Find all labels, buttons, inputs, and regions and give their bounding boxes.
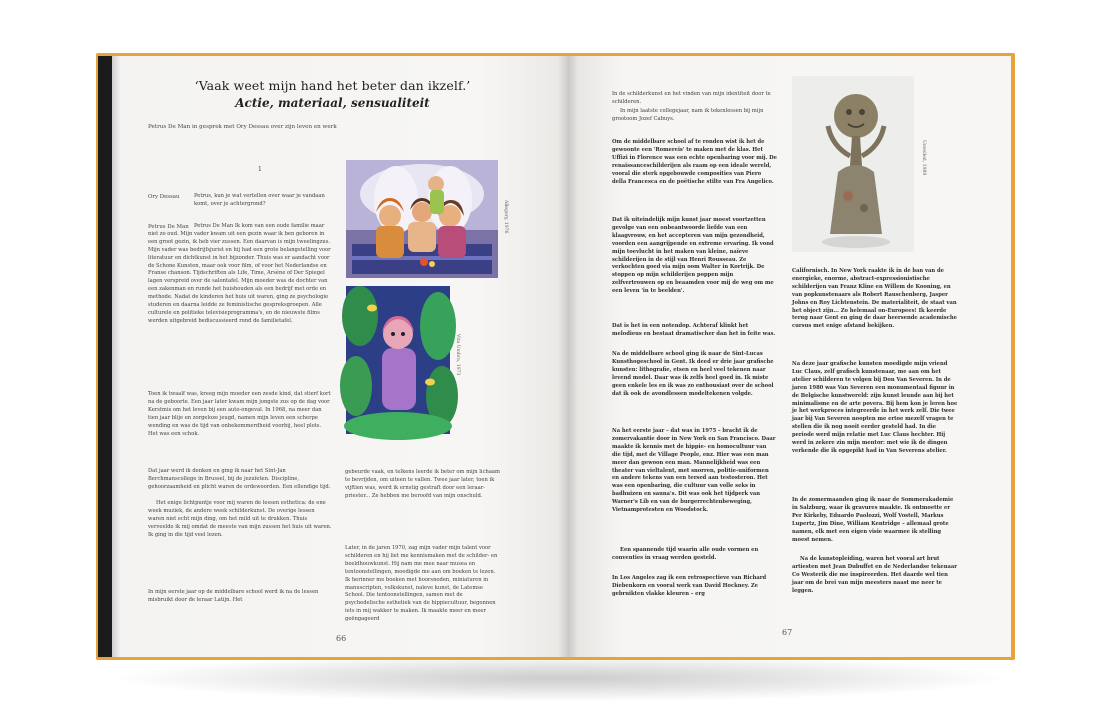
left-column-2-text-1: gebeurde vaak, en telkens leerde ik beter om mijn lichaam te bevrijden, om uiteen te vallen. Twee jaar later, toen ik vijftien was, werd ik ernstig gestraft door een leraar-priester... Ze hebben me beroofd van mijn onschuld.: [345, 469, 500, 499]
right-col1-text-9: In Los Angeles zag ik een retrospectieve van Richard Diebenkorn en vooral werk van David Hockney. Ze gebruikten vlakke kleuren – erg: [612, 575, 767, 597]
right-col1-block-5: [612, 323, 777, 339]
article-title: ‘Vaak weet mijn hand het beter dan ikzelf.’: [194, 78, 471, 93]
book-gutter: [558, 56, 578, 657]
left-column-2-block-2: [345, 545, 502, 623]
right-col2-text-4: Na de kunstopleiding, waren het vooral art brut artiesten met Jean Dubuffet en de Nederlandse tekenaar Co Westerik die me inspireerden. Het daarde wel tien jaar om de brei van mijn meesters naast me neer te leggen.: [792, 556, 957, 594]
right-col2-block-3: [792, 497, 958, 552]
right-col1-block-1: [612, 91, 777, 107]
answer-text-2: Toen ik twaalf was, kreeg mijn moeder een zesde kind, dat stierf kort na de geboorte. Een jaar later kwam mijn jongste zus op de dag voor Kerstmis om het leven bij een auto-ongeval. In 1968, na meer dan tien jaar blije en zorgeloze jeugd, namen mijn leven een scherpe wending en was de tijd van onbekommerdheid voorbij, heel plots. Het was een schok.: [148, 391, 331, 437]
section-number: 1: [258, 166, 262, 173]
right-col1-block-9: [612, 575, 777, 607]
painting-jungle-art: [346, 286, 450, 434]
page-number-right: 67: [782, 628, 793, 637]
sculpture-photo-art: [792, 76, 914, 252]
interview-question: [194, 193, 332, 209]
right-col1-text-8: Een spannende tijd waarin alle oude vormen en conventies in vraag werden gesteld.: [612, 547, 759, 561]
right-col1-block-3: [612, 139, 777, 203]
page-edges: [112, 56, 120, 657]
left-column-2-block-1: [345, 469, 502, 544]
answer-block-5: [148, 589, 332, 607]
book-shadow: [120, 655, 1000, 701]
speaker-interviewer: Ory Dessau: [148, 194, 180, 200]
right-col1-text-3: Om de middelbare school af te ronden wist ik het de gewoonte een 'Romereis' te maken met de klas. Het Uffizi in Florence was een echte openbaring voor mij. De renaissanceschilderijen als raam op een ideale wereld, vooral die sterk opgebouwde composities van Piero della Francesca en de poëtische stilte van Fra Angelico.: [612, 139, 777, 185]
right-col1-block-7: [612, 428, 777, 546]
right-col1-block-6: [612, 351, 777, 421]
answer-block-1: [148, 223, 332, 383]
right-col1-block-8: [612, 547, 777, 563]
speaker-artist: Petrus De Man: [148, 224, 189, 230]
right-col1-block-2: [612, 108, 777, 124]
sculpture-photo: [792, 76, 914, 252]
caption-painting-jungle: Vita Umbra, 1973: [455, 334, 460, 376]
right-col1-text-2: In mijn laatste collegejaar, nam ik tekenlessen bij mijn grootoom Jozef Cabuys.: [612, 108, 764, 122]
right-col1-text-7: Na het eerste jaar – dat was in 1975 – bracht ik de zomervakantie door in New York en San Francisco. Daar maakte ik kennis met de hippie- en homocultuur van die tijd, met de Village People, enz. Hier was een man meer dan gewoon een man. Mannelijkheid was een theater van vieltalent, met snorren, politie-uniformen en andere tekens van een tersed aan testosteron. Het was een openbaring, die cultuur van volle seks in badhuizen en sauna's. Dit was ook het tijdperk van Warner's Lib en van de burgerrechtenbeweging, Vietnamprotesten en Woodstock.: [612, 428, 776, 514]
article-subtitle: Actie, materiaal, sensualiteit: [235, 96, 430, 110]
left-column-2-text-2: Later, in de jaren 1970, zag mijn vader mijn talent voor schilderen en hij liet me kennismaken met de schilder- en beeldhouwkunst. Hij nam me mee naar musea en tentoonstellingen, moedigde me aan om boeken te lezen. Ik herinner me boeken met hoorsnoden, miniaturen in manuscripten, volkskunst, naïeve kunst, de Latemse School. Die tentoonstellingen, samen met de psychedelische esthetiek van de hippiecultuur, begonnen iets in mij wakker te maken. Ik maakte meer en meer geëngageerd: [345, 545, 498, 623]
answer-block-2: [148, 391, 332, 465]
right-col1-text-5: Dat is het in een notendop. Achteraf klinkt het melodieus en bestaat dramatischer dan het in feite was.: [612, 323, 776, 337]
right-col2-text-1: Californisch. In New York raakte ik in de ban van de energieke, enorme, abstract-expressionistische schilderijen van Franz Kline en Willem de Kooning, en van popkunstenaars als Robert Rauschenberg, Jasper Johns en Roy Lichtenstein. De materialiteit, de staat van het object zijn... Zo helemaal on-Europees! Ik keerde terug naar Gent en ging de daar heersende academische cursus met enige afstand bekijken.: [792, 268, 957, 330]
right-col1-block-4: [612, 217, 777, 319]
painting-jungle: [346, 286, 450, 434]
answer-text-5: In mijn eerste jaar op de middelbare school werd ik na de lessen misbruikt door de leraar Latijn. Het: [148, 589, 319, 603]
answer-text-3: Dat jaar werd ik denken en ging ik naar het Sint-Jan Berchmanscollege in Brussel, bij de jezuïeten. Discipline, gehoorzaamheid en plicht waren de ordewoorden. Een ellendige tijd.: [148, 468, 331, 490]
painting-angels: [346, 160, 498, 278]
right-col1-text-6: Na de middelbare school ging ik naar de Sint-Lucas Kunsthogeschool in Gent. Ik deed er drie jaar grafische kunsten: lithografie, etsen en heel veel tekenen naar levend model. Daar was ik zelfs heel goed in. Ik miste geen enkele les en ik was zo enthousiast over de school dat ik ook de avondlessen modeltekenen volgde.: [612, 351, 774, 397]
book-spine: [98, 56, 112, 657]
caption-sculpture: Unveiled, 1989: [921, 140, 926, 176]
right-col1-text-1: In de schilderkunst en het vinden van mijn identiteit door te schilderen.: [612, 91, 771, 105]
answer-text-4: Het enige lichtpuntje voor mij waren de lessen esthetica: de ene week muziek, de andere week schilderkunst. De overige lessen waren niet echt mijn ding, om het mild uit te drukken. Thuis verveelde ik mij omdat de meeste van mijn zussen het huis uit waren. Ik ging in die tijd veel lezen.: [148, 500, 332, 538]
answer-block-3: [148, 468, 332, 500]
right-col2-text-3: In de zomermaanden ging ik naar de Sommerakademie in Salzburg, waar ik gravures maakte. Ik ontmoette er Per Kirkeby, Eduardo Paolozzi, Wolf Vostell, Markus Lupertz, Jim Dine, William Kentridge – allemaal grote namen, elk met een eigen visie waarmee ik stelling moest nemen.: [792, 497, 954, 543]
caption-painting-angels: Allegory, 1976: [503, 200, 508, 234]
answer-block-4: [148, 500, 332, 582]
page-number-left: 66: [336, 634, 347, 643]
right-col2-block-4: [792, 556, 958, 604]
right-col1-text-4: Dat ik uiteindelijk mijn kunst jaar moest voortzetten gevolge van een onbeantwoorde liefde van een klaagvrouw, en het accepteren van mijn gezondheid, voorden een aangrijpende en extreme ervaring. Ik vond mijn toevlucht in het maken van kleine, naïeve schilderijen in de stijl van Henri Rousseau. Ze verkochten goed via mijn oom Walter in Kortrijk. De stoppen op mijn schilderijen poppen mijn zelfvertrouwen op en beaamden voor mij de weg om me een leven 'in te beelden'.: [612, 217, 774, 295]
right-col2-text-2: Na deze jaar grafische kunsten moedigde mijn vriend Luc Claus, zelf grafisch kunstenaar, me aan om het atelier schilderen te volgen bij Don Van Severen. In de jaren 1980 was Van Severen een monumentaal figuur in de Belgische kunstwereld: zijn kunst leunde aan bij het minimalisme en de arte povera. Bij hem kon je leren hoe je het werkproces integreerde in het werk zelf. Die twee jaar bij Van Severen noopten me ertoe mezelf vragen te stellen die ik nog nooit eerder gesteld had. In die periode werd mijn relatie met Luc Claus hechter. Hij werd in zekere zin mijn mentor: met wie ik de dingen verkende die ik opgepikt had in Van Severens atelier.: [792, 361, 958, 454]
painting-angels-art: [346, 160, 498, 278]
right-col2-block-2: [792, 361, 958, 487]
question-text: Petrus, kun je wat vertellen over waar je vandaan komt, over je achtergrond?: [194, 193, 325, 207]
answer-text-1: Petrus De Man Ik kom van een oude familie maar niet zo oud. Mijn vader kwam uit een gezin waar ik ben geboren in een groot gezin, ik heb vier zussen. Een daarvan is mijn tweelingzus. Mijn vader was bedrijfsjurist en hij had een grote belangstelling voor literatuur en dichtkunst in het bijzonder. Thuis was er aandacht voor de Schone Kunsten, maar ook voor film, of voor het Nederlandse en Franse chanson. Tijdschriften als Life, Time, Arsène of Der Spiegel lagen verspreid over de salontafel. Mijn moeder was de dochter van een zakenman en runde het huishouden als een bedrijf met orde en methode. Nadat de kinderen het huis uit waren, ging ze psychologie studeren en daarna leidde ze feministische gespreksgroepen. Alle culturele en politieke televisieprogramma's, en de nieuwste films werden uitgebreid bediscussieerd rond de familietafel.: [148, 223, 331, 324]
article-intro: Petrus De Man in gesprek met Ory Dessau over zijn leven en werk: [148, 124, 337, 130]
right-col2-block-1: [792, 268, 958, 348]
